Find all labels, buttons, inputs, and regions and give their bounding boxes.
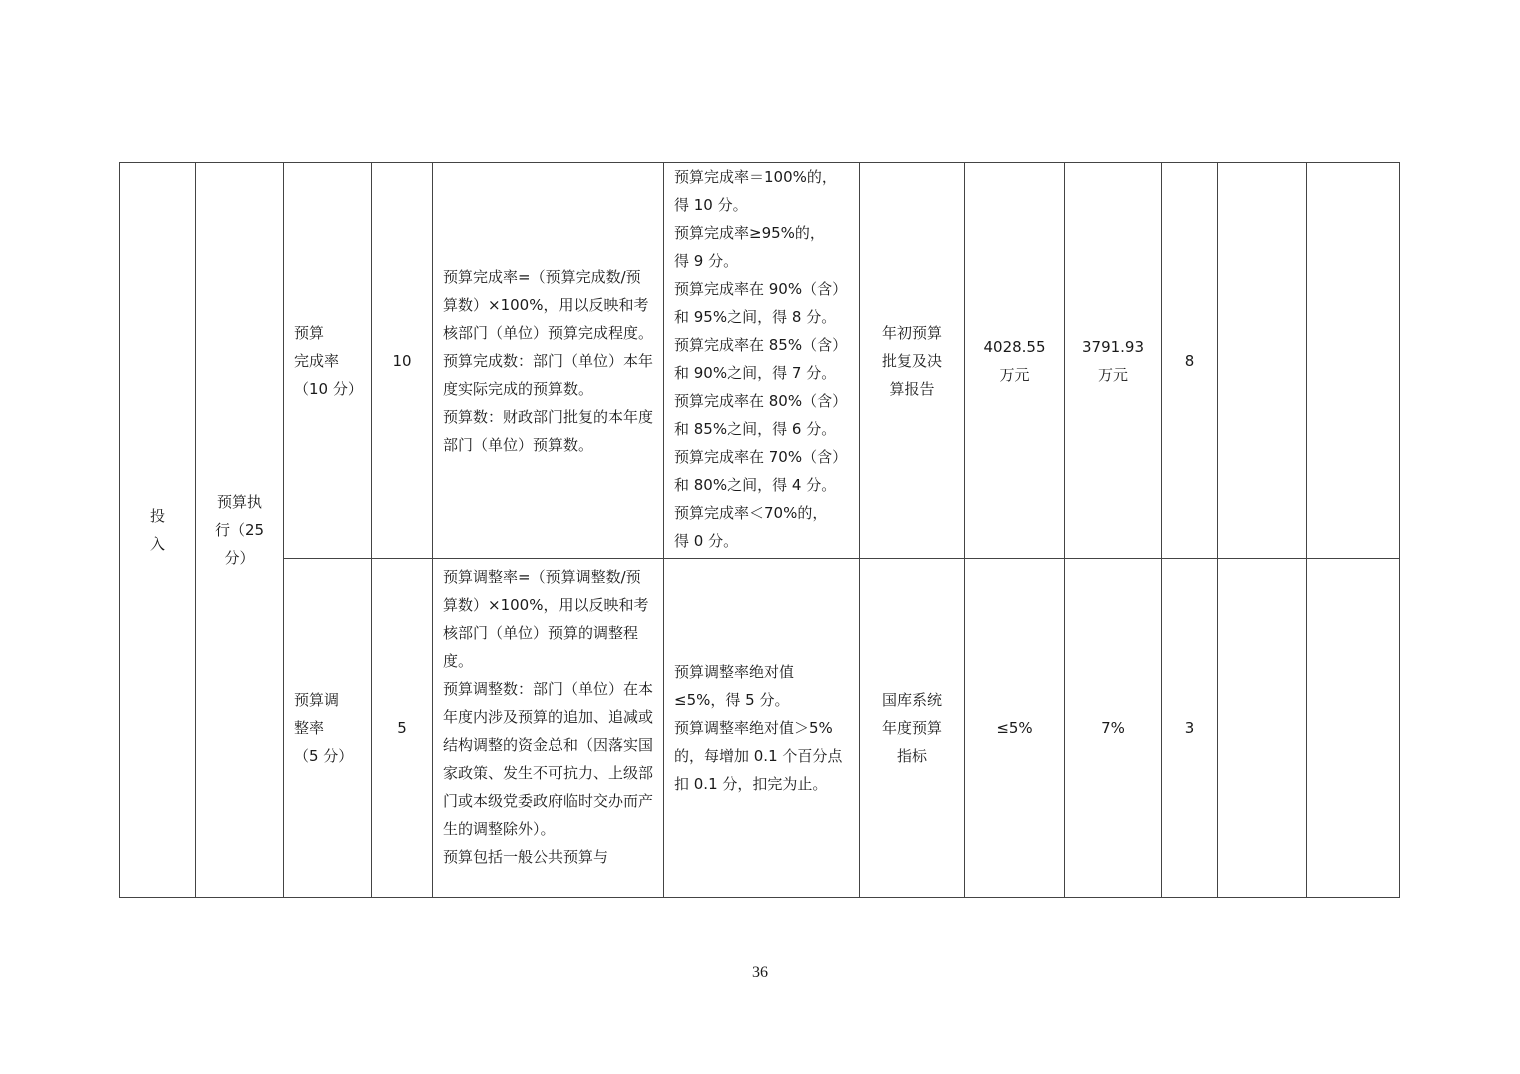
- indicator-cell: 预算 完成率 （10 分）: [284, 163, 372, 559]
- definition-cell: 预算完成率=（预算完成数/预算数）×100%，用以反映和考核部门（单位）预算完成程度。 预算完成数：部门（单位）本年度实际完成的预算数。 预算数：财政部门批复的本年度部门（单位）预算数。: [433, 163, 664, 559]
- source-cell: 国库系统 年度预算 指标: [860, 559, 965, 898]
- blank-cell: [1307, 163, 1400, 559]
- level2-indicator-cell: 预算执 行（25 分）: [196, 163, 284, 898]
- definition-cell: [433, 559, 664, 898]
- score-cell: 3: [1162, 559, 1218, 898]
- target-value-cell: ≤5%: [965, 559, 1065, 898]
- indicator-cell: 预算调 整率 （5 分）: [284, 559, 372, 898]
- weight-cell: 5: [372, 559, 433, 898]
- level1-indicator-cell: 投 入: [120, 163, 196, 898]
- weight-cell: 10: [372, 163, 433, 559]
- blank-cell: [1218, 163, 1307, 559]
- definition-text: 预算调整率=（预算调整数/预算数）×100%，用以反映和考核部门（单位）预算的调整程度。 预算调整数：部门（单位）在本年度内涉及预算的追加、追减或结构调整的资金总和（因落实国家政策、发生不可抗力、上级部门或本级党委政府临时交办而产生的调整除外）。 预算包括一般公共预算与: [443, 568, 653, 866]
- actual-value-cell: 3791.93 万元: [1065, 163, 1162, 559]
- table-row: [120, 163, 1400, 559]
- source-cell: 年初预算 批复及决 算报告: [860, 163, 965, 559]
- blank-cell: [1307, 559, 1400, 898]
- table-row: [120, 559, 1400, 898]
- actual-value-cell: 7%: [1065, 559, 1162, 898]
- criteria-cell: 预算完成率＝100%的， 得 10 分。 预算完成率≥95%的， 得 9 分。 预算完成率在 90%（含）和 95%之间，得 8 分。 预算完成率在 85%（含）和 90%之间，得 7 分。 预算完成率在 80%（含）和 85%之间，得 6 分。 预算完成率在 70%（含）和 80%之间，得 4 分。 预算完成率＜70%的， 得 0 分。: [664, 163, 860, 559]
- target-value-cell: 4028.55 万元: [965, 163, 1065, 559]
- page-number: 36: [752, 964, 768, 981]
- criteria-cell: 预算调整率绝对值 ≤5%，得 5 分。 预算调整率绝对值＞5%的，每增加 0.1 个百分点扣 0.1 分，扣完为止。: [664, 559, 860, 898]
- evaluation-table: [119, 162, 1400, 898]
- score-cell: 8: [1162, 163, 1218, 559]
- blank-cell: [1218, 559, 1307, 898]
